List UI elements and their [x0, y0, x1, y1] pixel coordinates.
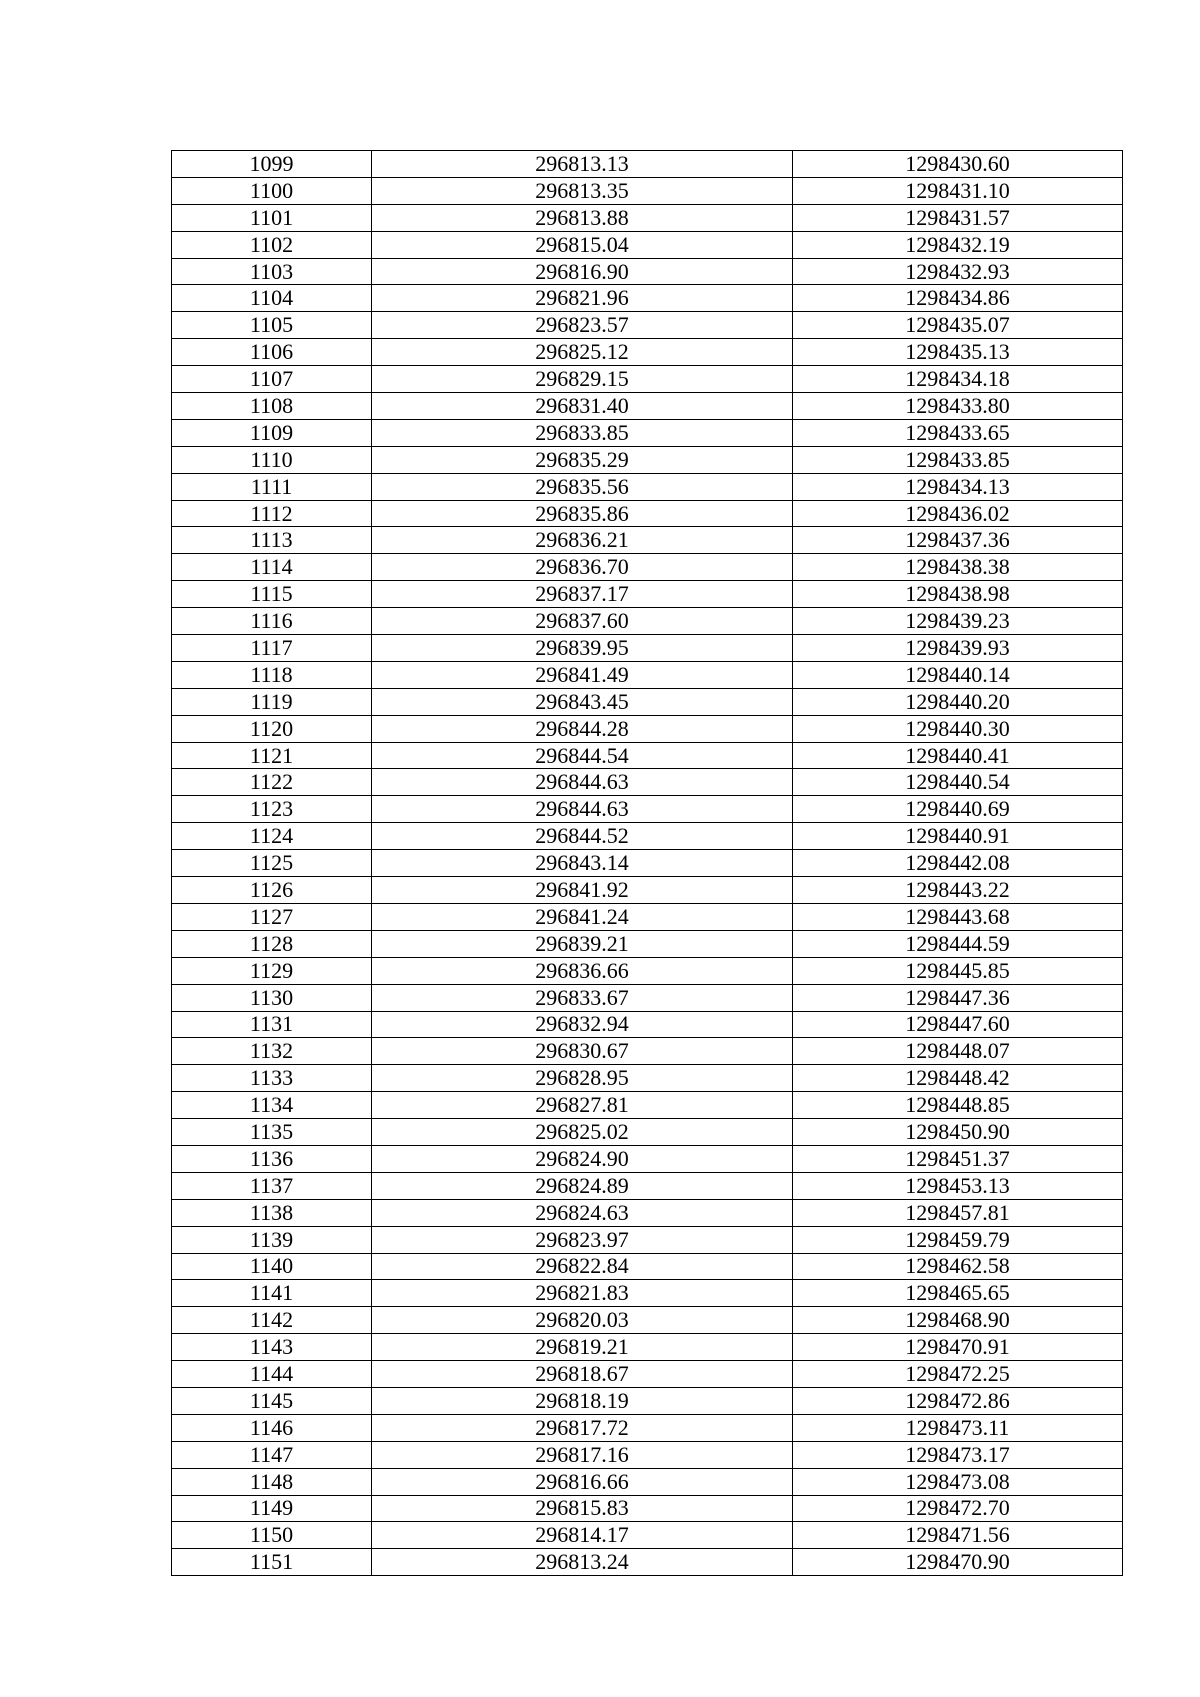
point-number-cell: 1108 [172, 393, 372, 420]
point-number-cell: 1117 [172, 635, 372, 662]
table-row [172, 419, 1123, 446]
table-row [172, 151, 1123, 178]
x-coordinate-cell: 296841.49 [372, 661, 793, 688]
point-number-cell: 1099 [172, 151, 372, 178]
table-row [172, 1172, 1123, 1199]
x-coordinate-cell: 296813.24 [372, 1549, 793, 1576]
table-row [172, 796, 1123, 823]
y-coordinate-cell: 1298450.90 [793, 1119, 1123, 1146]
table-row [172, 312, 1123, 339]
table-row [172, 1253, 1123, 1280]
y-coordinate-cell: 1298445.85 [793, 957, 1123, 984]
point-number-cell: 1141 [172, 1280, 372, 1307]
x-coordinate-cell: 296831.40 [372, 393, 793, 420]
table-row [172, 1334, 1123, 1361]
x-coordinate-cell: 296823.57 [372, 312, 793, 339]
table-row [172, 661, 1123, 688]
y-coordinate-cell: 1298448.42 [793, 1065, 1123, 1092]
y-coordinate-cell: 1298448.85 [793, 1092, 1123, 1119]
table-row [172, 635, 1123, 662]
x-coordinate-cell: 296817.72 [372, 1414, 793, 1441]
table-row [172, 581, 1123, 608]
y-coordinate-cell: 1298473.11 [793, 1414, 1123, 1441]
x-coordinate-cell: 296843.14 [372, 850, 793, 877]
y-coordinate-cell: 1298470.91 [793, 1334, 1123, 1361]
x-coordinate-cell: 296814.17 [372, 1522, 793, 1549]
point-number-cell: 1121 [172, 742, 372, 769]
y-coordinate-cell: 1298432.19 [793, 231, 1123, 258]
x-coordinate-cell: 296830.67 [372, 1038, 793, 1065]
y-coordinate-cell: 1298440.69 [793, 796, 1123, 823]
x-coordinate-cell: 296844.52 [372, 823, 793, 850]
x-coordinate-cell: 296843.45 [372, 688, 793, 715]
table-row [172, 339, 1123, 366]
table-row [172, 715, 1123, 742]
x-coordinate-cell: 296841.24 [372, 903, 793, 930]
x-coordinate-cell: 296820.03 [372, 1307, 793, 1334]
table-row [172, 850, 1123, 877]
point-number-cell: 1147 [172, 1441, 372, 1468]
y-coordinate-cell: 1298434.13 [793, 473, 1123, 500]
table-row [172, 608, 1123, 635]
point-number-cell: 1136 [172, 1145, 372, 1172]
y-coordinate-cell: 1298435.07 [793, 312, 1123, 339]
table-row [172, 1307, 1123, 1334]
y-coordinate-cell: 1298433.65 [793, 419, 1123, 446]
x-coordinate-cell: 296828.95 [372, 1065, 793, 1092]
point-number-cell: 1105 [172, 312, 372, 339]
x-coordinate-cell: 296837.17 [372, 581, 793, 608]
y-coordinate-cell: 1298472.70 [793, 1495, 1123, 1522]
table-row [172, 500, 1123, 527]
y-coordinate-cell: 1298447.60 [793, 1011, 1123, 1038]
x-coordinate-cell: 296836.21 [372, 527, 793, 554]
x-coordinate-cell: 296815.83 [372, 1495, 793, 1522]
table-row [172, 1414, 1123, 1441]
point-number-cell: 1132 [172, 1038, 372, 1065]
table-row [172, 177, 1123, 204]
x-coordinate-cell: 296844.54 [372, 742, 793, 769]
table-row [172, 823, 1123, 850]
x-coordinate-cell: 296829.15 [372, 366, 793, 393]
point-number-cell: 1119 [172, 688, 372, 715]
y-coordinate-cell: 1298440.41 [793, 742, 1123, 769]
y-coordinate-cell: 1298442.08 [793, 850, 1123, 877]
y-coordinate-cell: 1298451.37 [793, 1145, 1123, 1172]
x-coordinate-cell: 296815.04 [372, 231, 793, 258]
point-number-cell: 1142 [172, 1307, 372, 1334]
x-coordinate-cell: 296841.92 [372, 877, 793, 904]
table-row [172, 903, 1123, 930]
table-row [172, 1011, 1123, 1038]
table-row [172, 1468, 1123, 1495]
point-number-cell: 1146 [172, 1414, 372, 1441]
table-row [172, 393, 1123, 420]
point-number-cell: 1109 [172, 419, 372, 446]
x-coordinate-cell: 296835.56 [372, 473, 793, 500]
point-number-cell: 1150 [172, 1522, 372, 1549]
table-row [172, 957, 1123, 984]
x-coordinate-cell: 296818.19 [372, 1387, 793, 1414]
table-row [172, 877, 1123, 904]
x-coordinate-cell: 296821.96 [372, 285, 793, 312]
y-coordinate-cell: 1298439.93 [793, 635, 1123, 662]
y-coordinate-cell: 1298468.90 [793, 1307, 1123, 1334]
table-row [172, 1522, 1123, 1549]
table-row [172, 1038, 1123, 1065]
point-number-cell: 1143 [172, 1334, 372, 1361]
y-coordinate-cell: 1298447.36 [793, 984, 1123, 1011]
x-coordinate-cell: 296835.29 [372, 446, 793, 473]
table-row [172, 1092, 1123, 1119]
x-coordinate-cell: 296823.97 [372, 1226, 793, 1253]
x-coordinate-cell: 296824.63 [372, 1199, 793, 1226]
table-row [172, 1145, 1123, 1172]
x-coordinate-cell: 296822.84 [372, 1253, 793, 1280]
point-number-cell: 1145 [172, 1387, 372, 1414]
y-coordinate-cell: 1298434.18 [793, 366, 1123, 393]
point-number-cell: 1129 [172, 957, 372, 984]
x-coordinate-cell: 296827.81 [372, 1092, 793, 1119]
y-coordinate-cell: 1298438.38 [793, 554, 1123, 581]
point-number-cell: 1127 [172, 903, 372, 930]
y-coordinate-cell: 1298444.59 [793, 930, 1123, 957]
point-number-cell: 1106 [172, 339, 372, 366]
y-coordinate-cell: 1298440.14 [793, 661, 1123, 688]
y-coordinate-cell: 1298438.98 [793, 581, 1123, 608]
point-number-cell: 1103 [172, 258, 372, 285]
table-row [172, 1119, 1123, 1146]
point-number-cell: 1139 [172, 1226, 372, 1253]
table-row [172, 285, 1123, 312]
y-coordinate-cell: 1298448.07 [793, 1038, 1123, 1065]
table-row [172, 930, 1123, 957]
y-coordinate-cell: 1298433.80 [793, 393, 1123, 420]
table-row [172, 1549, 1123, 1576]
point-number-cell: 1123 [172, 796, 372, 823]
y-coordinate-cell: 1298440.54 [793, 769, 1123, 796]
point-number-cell: 1134 [172, 1092, 372, 1119]
x-coordinate-cell: 296825.02 [372, 1119, 793, 1146]
y-coordinate-cell: 1298437.36 [793, 527, 1123, 554]
table-row [172, 984, 1123, 1011]
x-coordinate-cell: 296837.60 [372, 608, 793, 635]
y-coordinate-cell: 1298457.81 [793, 1199, 1123, 1226]
x-coordinate-cell: 296818.67 [372, 1361, 793, 1388]
table-row [172, 527, 1123, 554]
table-row [172, 366, 1123, 393]
x-coordinate-cell: 296819.21 [372, 1334, 793, 1361]
point-number-cell: 1120 [172, 715, 372, 742]
point-number-cell: 1137 [172, 1172, 372, 1199]
table-row [172, 1441, 1123, 1468]
x-coordinate-cell: 296813.88 [372, 204, 793, 231]
point-number-cell: 1111 [172, 473, 372, 500]
table-row [172, 742, 1123, 769]
y-coordinate-cell: 1298459.79 [793, 1226, 1123, 1253]
y-coordinate-cell: 1298462.58 [793, 1253, 1123, 1280]
y-coordinate-cell: 1298431.57 [793, 204, 1123, 231]
point-number-cell: 1149 [172, 1495, 372, 1522]
y-coordinate-cell: 1298473.17 [793, 1441, 1123, 1468]
x-coordinate-cell: 296832.94 [372, 1011, 793, 1038]
y-coordinate-cell: 1298440.91 [793, 823, 1123, 850]
table-row [172, 554, 1123, 581]
y-coordinate-cell: 1298439.23 [793, 608, 1123, 635]
point-number-cell: 1124 [172, 823, 372, 850]
y-coordinate-cell: 1298472.25 [793, 1361, 1123, 1388]
point-number-cell: 1110 [172, 446, 372, 473]
x-coordinate-cell: 296833.85 [372, 419, 793, 446]
x-coordinate-cell: 296821.83 [372, 1280, 793, 1307]
table-row [172, 1226, 1123, 1253]
x-coordinate-cell: 296824.89 [372, 1172, 793, 1199]
point-number-cell: 1126 [172, 877, 372, 904]
point-number-cell: 1122 [172, 769, 372, 796]
table-row [172, 1387, 1123, 1414]
point-number-cell: 1135 [172, 1119, 372, 1146]
y-coordinate-cell: 1298443.68 [793, 903, 1123, 930]
y-coordinate-cell: 1298435.13 [793, 339, 1123, 366]
point-number-cell: 1113 [172, 527, 372, 554]
point-number-cell: 1148 [172, 1468, 372, 1495]
point-number-cell: 1116 [172, 608, 372, 635]
y-coordinate-cell: 1298443.22 [793, 877, 1123, 904]
table-row [172, 688, 1123, 715]
y-coordinate-cell: 1298430.60 [793, 151, 1123, 178]
point-number-cell: 1151 [172, 1549, 372, 1576]
x-coordinate-cell: 296816.66 [372, 1468, 793, 1495]
table-row [172, 204, 1123, 231]
table-row [172, 1280, 1123, 1307]
x-coordinate-cell: 296813.35 [372, 177, 793, 204]
x-coordinate-cell: 296816.90 [372, 258, 793, 285]
x-coordinate-cell: 296817.16 [372, 1441, 793, 1468]
table-row [172, 769, 1123, 796]
table-row [172, 1199, 1123, 1226]
y-coordinate-cell: 1298465.65 [793, 1280, 1123, 1307]
x-coordinate-cell: 296839.95 [372, 635, 793, 662]
point-number-cell: 1112 [172, 500, 372, 527]
table-row [172, 231, 1123, 258]
x-coordinate-cell: 296844.63 [372, 769, 793, 796]
table-row [172, 258, 1123, 285]
coordinate-table [171, 150, 1123, 1576]
point-number-cell: 1140 [172, 1253, 372, 1280]
point-number-cell: 1138 [172, 1199, 372, 1226]
point-number-cell: 1102 [172, 231, 372, 258]
point-number-cell: 1118 [172, 661, 372, 688]
y-coordinate-cell: 1298434.86 [793, 285, 1123, 312]
x-coordinate-cell: 296835.86 [372, 500, 793, 527]
table-row [172, 1065, 1123, 1092]
y-coordinate-cell: 1298472.86 [793, 1387, 1123, 1414]
point-number-cell: 1114 [172, 554, 372, 581]
x-coordinate-cell: 296839.21 [372, 930, 793, 957]
y-coordinate-cell: 1298431.10 [793, 177, 1123, 204]
y-coordinate-cell: 1298440.20 [793, 688, 1123, 715]
point-number-cell: 1100 [172, 177, 372, 204]
x-coordinate-cell: 296824.90 [372, 1145, 793, 1172]
y-coordinate-cell: 1298471.56 [793, 1522, 1123, 1549]
y-coordinate-cell: 1298453.13 [793, 1172, 1123, 1199]
y-coordinate-cell: 1298440.30 [793, 715, 1123, 742]
x-coordinate-cell: 296833.67 [372, 984, 793, 1011]
point-number-cell: 1130 [172, 984, 372, 1011]
y-coordinate-cell: 1298470.90 [793, 1549, 1123, 1576]
table-row [172, 446, 1123, 473]
table-row [172, 1361, 1123, 1388]
x-coordinate-cell: 296836.66 [372, 957, 793, 984]
x-coordinate-cell: 296844.63 [372, 796, 793, 823]
x-coordinate-cell: 296825.12 [372, 339, 793, 366]
point-number-cell: 1104 [172, 285, 372, 312]
y-coordinate-cell: 1298432.93 [793, 258, 1123, 285]
point-number-cell: 1101 [172, 204, 372, 231]
x-coordinate-cell: 296836.70 [372, 554, 793, 581]
x-coordinate-cell: 296813.13 [372, 151, 793, 178]
point-number-cell: 1144 [172, 1361, 372, 1388]
point-number-cell: 1107 [172, 366, 372, 393]
y-coordinate-cell: 1298436.02 [793, 500, 1123, 527]
point-number-cell: 1128 [172, 930, 372, 957]
point-number-cell: 1125 [172, 850, 372, 877]
table-row [172, 473, 1123, 500]
point-number-cell: 1133 [172, 1065, 372, 1092]
y-coordinate-cell: 1298433.85 [793, 446, 1123, 473]
point-number-cell: 1115 [172, 581, 372, 608]
point-number-cell: 1131 [172, 1011, 372, 1038]
x-coordinate-cell: 296844.28 [372, 715, 793, 742]
y-coordinate-cell: 1298473.08 [793, 1468, 1123, 1495]
table-row [172, 1495, 1123, 1522]
coordinate-table-body [172, 151, 1123, 1576]
